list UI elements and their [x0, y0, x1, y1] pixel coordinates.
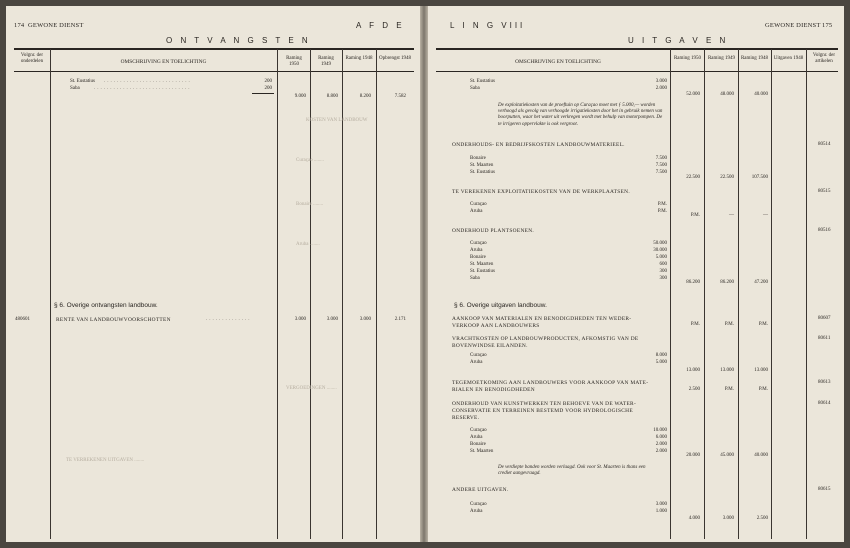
- row-amount: P.M.: [657, 209, 667, 214]
- item-number: 80615: [818, 487, 831, 492]
- section-heading: § 6. Overige uitgaven landbouw.: [454, 302, 547, 309]
- row-label: Bonaire: [470, 255, 486, 260]
- row-label: St. Maarten: [470, 449, 494, 454]
- value-1950: 2.500: [688, 387, 700, 392]
- total-1948: 8.200: [359, 94, 371, 99]
- item-title: TEGEMOETKOMING AAN LANDBOUWERS VOOR AANKOOP VAN MATE-: [452, 380, 649, 386]
- item-value-1949: 3.000: [326, 317, 338, 322]
- total-1948: 107.500: [751, 175, 768, 180]
- block-number: 80515: [818, 189, 831, 194]
- col-raming-1949: Raming 1949: [707, 56, 736, 61]
- row-amount: 2.000: [655, 449, 667, 454]
- header-word: A F D E: [356, 21, 405, 30]
- total-1950: P.M.: [690, 213, 700, 218]
- item-number: 80613: [818, 380, 831, 385]
- row-label: St. Maarten: [470, 163, 494, 168]
- item-number: 80614: [818, 401, 831, 406]
- row-label: Bonaire: [470, 156, 486, 161]
- item-value-opbrengst: 2.171: [394, 317, 406, 322]
- total-1948: 47.200: [754, 280, 768, 285]
- row-label: St. Eustatius: [470, 79, 496, 84]
- running-title: GEWONE DIENST: [765, 22, 821, 29]
- row-label: Saba: [470, 276, 480, 281]
- row-label: Curaçao: [470, 241, 487, 246]
- col-volgnr: Volgnr. der onderdelen: [20, 53, 44, 64]
- row-amount: 2.000: [655, 442, 667, 447]
- col-omschrijving: OMSCHRIJVING EN TOELICHTING: [120, 59, 207, 65]
- item-title: RESERVE.: [452, 415, 480, 421]
- page-number: 174: [14, 22, 25, 29]
- row-amount: 2.000: [655, 86, 667, 91]
- row-amount: 6.000: [655, 435, 667, 440]
- row-label: Curaçao: [470, 202, 487, 207]
- block-title: ONDERHOUDS- EN BEDRIJFSKOSTEN LANDBOUWMATERIEEL.: [452, 142, 625, 148]
- block-title: ONDERHOUD PLANTSOENEN.: [452, 228, 535, 234]
- total-opbrengst: 7.582: [394, 94, 406, 99]
- item-value-1950: 3.000: [294, 317, 306, 322]
- total-1948: 40.000: [754, 92, 768, 97]
- top-rule: [14, 48, 414, 50]
- row-label: Aruba: [470, 360, 483, 365]
- row-amount: 50.000: [653, 241, 667, 246]
- running-title: GEWONE DIENST: [28, 22, 84, 29]
- block-number: 80516: [818, 228, 831, 233]
- value-1950: 4.000: [688, 516, 700, 521]
- left-page: 174 GEWONE DIENST A F D E O N T V A N G S T E N Volgnr. der onderdelen OMSCHRIJVING EN TOELICHTING Raming 1950 Raming 1949 Raming 1948 Opbrengst 1948 St. Eustatius ........................... 200 Saba .............................. 200 9.000 8.800 8.200 7.582 KOSTEN VAN LANDBOUW Curaçao ........ Bonaire ........ Aruba ........ VERGOEDINGEN ........ TE VERREKENEN UITGAVEN ........ § 6. Overige ontvangsten landbouw. 480601 RENTE VAN LANDBOUWVOORSCHOTTEN .............. 3.000 3.000 3.000 2.171: [6, 6, 420, 542]
- page-number: 175: [822, 22, 833, 29]
- book-gutter: [420, 6, 428, 542]
- value-1948: P.M.: [758, 387, 768, 392]
- col-uitgaven-1948: Uitgaven 1948: [773, 56, 804, 61]
- item-title: VERKOOP AAN LANDBOUWERS: [452, 323, 540, 329]
- col-raming-1950: Raming 1950: [286, 56, 302, 67]
- item-title: RIALEN EN BENODIGDHEDEN: [452, 387, 535, 393]
- col-volgnr-artikelen: Volgnr. der artikelen: [812, 53, 836, 64]
- row-label: St. Eustatius: [470, 269, 496, 274]
- row-label: Aruba: [470, 435, 483, 440]
- item-title: AANKOOP VAN MATERIALEN EN BENODIGDHEDEN TEN WEDER-: [452, 316, 632, 322]
- value-1948: 13.000: [754, 368, 768, 373]
- block-number: 80514: [818, 142, 831, 147]
- total-1949: 86.200: [720, 280, 734, 285]
- value-1949: P.M.: [724, 387, 734, 392]
- item-number: 80611: [818, 336, 831, 341]
- row-amount: 10.000: [653, 428, 667, 433]
- total-1950: 9.000: [294, 94, 306, 99]
- row-amount: 600: [659, 262, 667, 267]
- row-label: Curaçao: [470, 502, 487, 507]
- header-word: L I N G VIII: [450, 21, 526, 30]
- value-1950: P.M.: [690, 322, 700, 327]
- item-title: VRACHTKOSTEN OP LANDBOUWPRODUCTEN, AFKOMSTIG VAN DE: [452, 336, 639, 342]
- block-title: TE VEREKENEN EXPLOITATIEKOSTEN VAN DE WERKPLAATSEN.: [452, 189, 630, 195]
- row-amount: 7.500: [655, 163, 667, 168]
- value-1949: P.M.: [724, 322, 734, 327]
- row-amount: P.M.: [657, 202, 667, 207]
- row-label: St. Maarten: [470, 262, 494, 267]
- row-amount: 8.000: [655, 353, 667, 358]
- row-amount: 3.000: [655, 79, 667, 84]
- row-amount: 300: [659, 276, 667, 281]
- explanatory-note: De exploitatiekosten van de proeftuin op Curaçao moet met ƒ 5.000,— worden verhoogd als gevolg van verhoogde irrigatiekosten door het in gebruik nemen van boorputten, waar het water uit verkregen wordt met behulp van motorpompen. De te irrigeren oppervlakte is ook vergroot.: [498, 103, 663, 127]
- row-amount: 5.000: [655, 360, 667, 365]
- row-amount: 200: [264, 79, 272, 84]
- value-1949: 13.000: [720, 368, 734, 373]
- total-1949: —: [729, 213, 734, 218]
- row-label: Saba: [70, 86, 80, 91]
- section-title: U I T G A V E N: [628, 36, 729, 45]
- row-amount: 1.000: [655, 509, 667, 514]
- row-label: Aruba: [470, 209, 483, 214]
- row-label: St. Eustatius: [470, 170, 496, 175]
- row-label: Bonaire: [470, 442, 486, 447]
- total-1950: 52.000: [686, 92, 700, 97]
- total-1948: —: [763, 213, 768, 218]
- row-label: Curaçao: [470, 428, 487, 433]
- item-number: 80607: [818, 316, 831, 321]
- item-label: RENTE VAN LANDBOUWVOORSCHOTTEN: [56, 317, 171, 323]
- row-amount: 30.000: [653, 248, 667, 253]
- value-1949: 3.000: [722, 516, 734, 521]
- col-raming-1949: Raming 1949: [318, 56, 334, 67]
- header-rule: [14, 71, 414, 72]
- col-raming-1948: Raming 1948: [345, 56, 373, 61]
- item-title: ONDERHOUD VAN KUNSTWERKEN TEN BEHOEVE VAN DE WATER-: [452, 401, 637, 407]
- row-label: Curaçao: [470, 353, 487, 358]
- total-1949: 22.500: [720, 175, 734, 180]
- right-page: [428, 6, 844, 542]
- value-1948: P.M.: [758, 322, 768, 327]
- explanatory-note: De verdiepte banden worden verlaagd. Ook voor St. Maarten is thans een crediet aangevraagd.: [498, 465, 646, 477]
- row-label: St. Eustatius: [70, 79, 96, 84]
- col-omschrijving: OMSCHRIJVING EN TOELICHTING: [515, 59, 601, 65]
- total-1949: 8.800: [326, 94, 338, 99]
- row-label: Aruba: [470, 509, 483, 514]
- col-raming-1948: Raming 1948: [740, 56, 769, 61]
- total-1950: 86.200: [686, 280, 700, 285]
- total-1950: 22.500: [686, 175, 700, 180]
- item-title: BOVENWINDSE EILANDEN.: [452, 343, 528, 349]
- row-amount: 7.500: [655, 156, 667, 161]
- item-title: ANDERE UITGAVEN.: [452, 487, 509, 493]
- row-amount: 300: [659, 269, 667, 274]
- row-amount: 200: [264, 86, 272, 91]
- total-1949: 48.000: [720, 92, 734, 97]
- value-1949: 45.000: [720, 453, 734, 458]
- value-1948: 40.000: [754, 453, 768, 458]
- col-raming-1950: Raming 1950: [673, 56, 702, 61]
- item-title: CONSERVATIE EN TERREINEN BESTEMD VOOR HYDROLOGISCHE: [452, 408, 633, 414]
- value-1950: 20.000: [686, 453, 700, 458]
- row-amount: 3.000: [655, 502, 667, 507]
- col-opbrengst-1948: Opbrengst 1948: [378, 56, 412, 61]
- row-label: Saba: [470, 86, 480, 91]
- value-1948: 2.500: [756, 516, 768, 521]
- section-heading: § 6. Overige ontvangsten landbouw.: [54, 302, 158, 309]
- item-number: 480601: [15, 317, 30, 322]
- item-value-1948: 3.000: [359, 317, 371, 322]
- section-title: O N T V A N G S T E N: [166, 36, 311, 45]
- row-amount: 5.000: [655, 255, 667, 260]
- row-label: Aruba: [470, 248, 483, 253]
- value-1950: 13.000: [686, 368, 700, 373]
- row-amount: 7.500: [655, 170, 667, 175]
